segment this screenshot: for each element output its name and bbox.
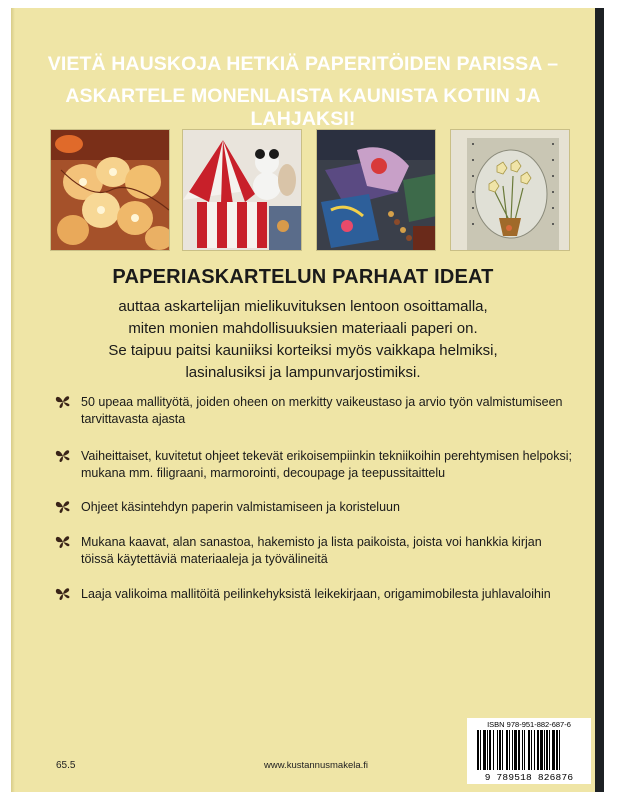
feature-bullet	[55, 534, 575, 568]
ean-number: 9 789518 826876	[484, 772, 574, 783]
photo-striped-gift-box	[182, 129, 302, 251]
butterfly-icon	[55, 449, 71, 463]
intro-line: miten monien mahdollisuuksien materiaali paperi on.	[128, 320, 478, 337]
intro-line: auttaa askartelijan mielikuvituksen lentoon osoittamalla,	[118, 298, 488, 315]
butterfly-icon	[55, 395, 71, 409]
intro-line: Se taipuu paitsi kauniiksi korteiksi myös vaikkapa helmiksi,	[108, 342, 498, 359]
bullet-text: Laaja valikoima mallitöitä peilinkehyksistä leikekirjaan, origamimobilesta juhlavaloihin	[81, 587, 551, 601]
publisher-website: www.kustannusmakela.fi	[264, 760, 369, 771]
barcode	[475, 730, 583, 770]
butterfly-icon	[55, 587, 71, 601]
bullet-text: Ohjeet käsintehdyn paperin valmistamiseen ja koristeluun	[81, 500, 400, 514]
intro-line: lasinalusiksi ja lampunvarjostimiksi.	[185, 364, 421, 381]
bullet-text: Vaiheittaiset, kuvitetut ohjeet tekevät erikoisempiinkin tekniikoihin perehtymisen helpoksi; mukana mm. filigraani, marmorointi, decoupage ja teepussitaittelu	[81, 449, 572, 480]
photo-paper-lanterns	[50, 129, 170, 251]
feature-bullet	[55, 448, 575, 482]
butterfly-icon	[55, 535, 71, 549]
headline-line-1: VIETÄ HAUSKOJA HETKIÄ PAPERITÖIDEN PARISSA –	[47, 53, 559, 75]
photo-decorated-boxes	[316, 129, 436, 251]
price-code: 65.5	[56, 760, 76, 771]
book-title: PAPERIASKARTELUN PARHAAT IDEAT	[112, 266, 494, 288]
photo-flower-card	[450, 129, 570, 251]
bullet-text: Mukana kaavat, alan sanastoa, hakemisto ja lista paikoista, joista voi hankkia kirjan töissä käytettäviä materiaaleja ja työvälineitä	[81, 535, 542, 566]
barcode-label	[467, 718, 591, 784]
isbn-number: ISBN 978-951-882-687-6	[487, 720, 571, 729]
feature-bullet	[55, 586, 575, 603]
feature-bullet	[55, 499, 575, 516]
intro-paragraph	[11, 296, 595, 384]
butterfly-icon	[55, 500, 71, 514]
bullet-text: 50 upeaa mallityötä, joiden oheen on merkitty vaikeustaso ja arvio työn valmistumiseen tarvittavasta ajasta	[81, 395, 563, 426]
headline-line-2: ASKARTELE MONENLAISTA KAUNISTA KOTIIN JA LAHJAKSI!	[65, 85, 541, 130]
feature-bullet	[55, 394, 575, 428]
book-back-cover	[11, 8, 604, 792]
